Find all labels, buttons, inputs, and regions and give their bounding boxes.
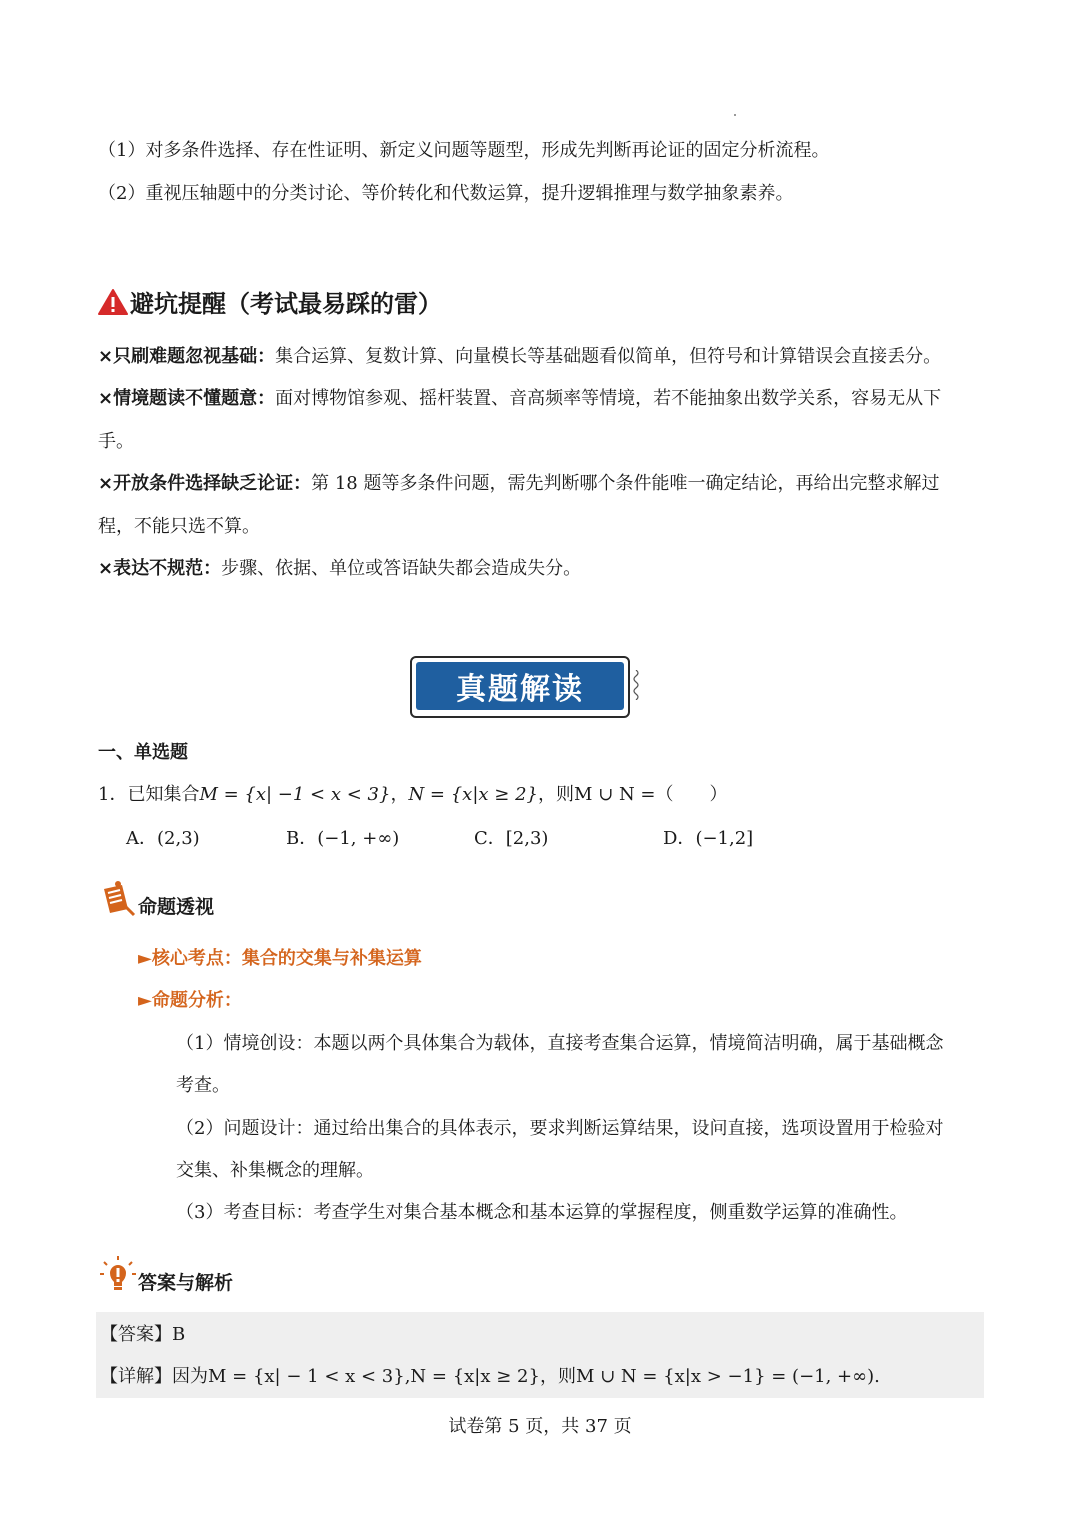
option-value: (2,3) (157, 828, 200, 849)
option-key: D． (663, 828, 696, 849)
option-value: (−1,2] (695, 828, 754, 849)
analysis-p1b: 考查。 (176, 1075, 230, 1096)
lightbulb-icon (98, 1255, 138, 1295)
option-c (474, 826, 548, 852)
analysis-p2b: 交集、补集概念的理解。 (176, 1160, 374, 1181)
page-footer: 试卷第 5 页，共 37 页 (448, 1416, 632, 1437)
pitfall-label: ×只刷难题忽视基础： (98, 346, 276, 367)
answer-label: 【答案】 (100, 1324, 172, 1345)
pitfall-item-1 (98, 344, 941, 370)
answer-title: 答案与解析 (138, 1272, 234, 1294)
analysis-title: 命题透视 (138, 896, 215, 918)
answer-value: B (172, 1324, 186, 1345)
pitfall-label: ×开放条件选择缺乏论证： (98, 473, 312, 494)
intro-line-2: （2）重视压轴题中的分类讨论、等价转化和代数运算，提升逻辑推理与数学抽象素养。 (98, 183, 794, 204)
set-n: N = {x|x ≥ 2} (408, 784, 538, 805)
question-pre: 已知集合 (127, 784, 200, 805)
pitfall-text: 第 18 题等多条件问题，需先判断哪个条件能唯一确定结论，再给出完整求解过 (311, 473, 940, 494)
question-stem (98, 782, 728, 808)
analysis-p1a: （1）情境创设：本题以两个具体集合为载体，直接考查集合运算，情境简洁明确，属于基础概念 (176, 1033, 944, 1054)
option-d (663, 826, 753, 852)
option-key: A． (126, 828, 157, 849)
intro-line-1: （1）对多条件选择、存在性证明、新定义问题等题型，形成先判断再论证的固定分析流程。 (98, 140, 830, 161)
option-value: (−1, +∞) (317, 828, 400, 849)
analysis-heading (98, 878, 214, 919)
analysis-core: ►核心考点：集合的交集与补集运算 (138, 948, 422, 969)
analysis-sub: ►命题分析： (138, 990, 242, 1011)
pitfall-text: 步骤、依据、单位或答语缺失都会造成失分。 (221, 558, 582, 579)
analysis-p3: （3）考查目标：考查学生对集合基本概念和基本运算的掌握程度，侧重数学运算的准确性。 (176, 1202, 908, 1223)
pitfall-item-2-cont: 手。 (98, 431, 134, 452)
pitfall-text: 集合运算、复数计算、向量模长等基础题看似简单，但符号和计算错误会直接丢分。 (275, 346, 942, 367)
banner-label: 真题解读 (416, 662, 624, 710)
question-ask: ，则M ∪ N =（ ） (537, 784, 728, 805)
analysis-p2a: （2）问题设计：通过给出集合的具体表示，要求判断运算结果，设问直接，选项设置用于检验对 (176, 1118, 944, 1139)
pitfalls-title: 避坑提醒（考试最易踩的雷） (130, 290, 442, 318)
option-value: [2,3) (505, 828, 549, 849)
pitfall-item-3 (98, 471, 939, 497)
pitfall-item-2 (98, 386, 941, 412)
option-b (286, 826, 399, 852)
detail-line (100, 1364, 880, 1390)
option-key: B． (286, 828, 318, 849)
pitfall-item-3-cont: 程，不能只选不算。 (98, 516, 260, 537)
answer-line (100, 1322, 185, 1348)
scan-dot (734, 114, 736, 116)
section-banner (410, 656, 632, 718)
section-heading: 一、单选题 (98, 742, 188, 763)
option-a (126, 826, 200, 852)
answer-heading (98, 1254, 233, 1295)
pitfall-text: 面对博物馆参观、摇杆装置、音高频率等情境，若不能抽象出数学关系，容易无从下 (275, 388, 942, 409)
pitfall-label: ×情境题读不懂题意： (98, 388, 276, 409)
question-sep: ， (390, 784, 409, 805)
pitfall-item-4 (98, 556, 581, 582)
detail-label: 【详解】 (100, 1366, 172, 1387)
set-m: M = {x| −1 < x < 3} (199, 784, 391, 805)
option-key: C． (474, 828, 506, 849)
banner-squiggle-icon (632, 670, 640, 700)
notepad-icon (98, 879, 138, 919)
pitfalls-heading (98, 284, 442, 319)
pitfall-label: ×表达不规范： (98, 558, 222, 579)
question-number: 1． (98, 784, 128, 805)
warning-icon (98, 288, 128, 316)
detail-text: 因为M = {x| − 1 < x < 3},N = {x|x ≥ 2}，则M ∪ N = {x|x > −1} = (−1, +∞). (172, 1366, 880, 1387)
